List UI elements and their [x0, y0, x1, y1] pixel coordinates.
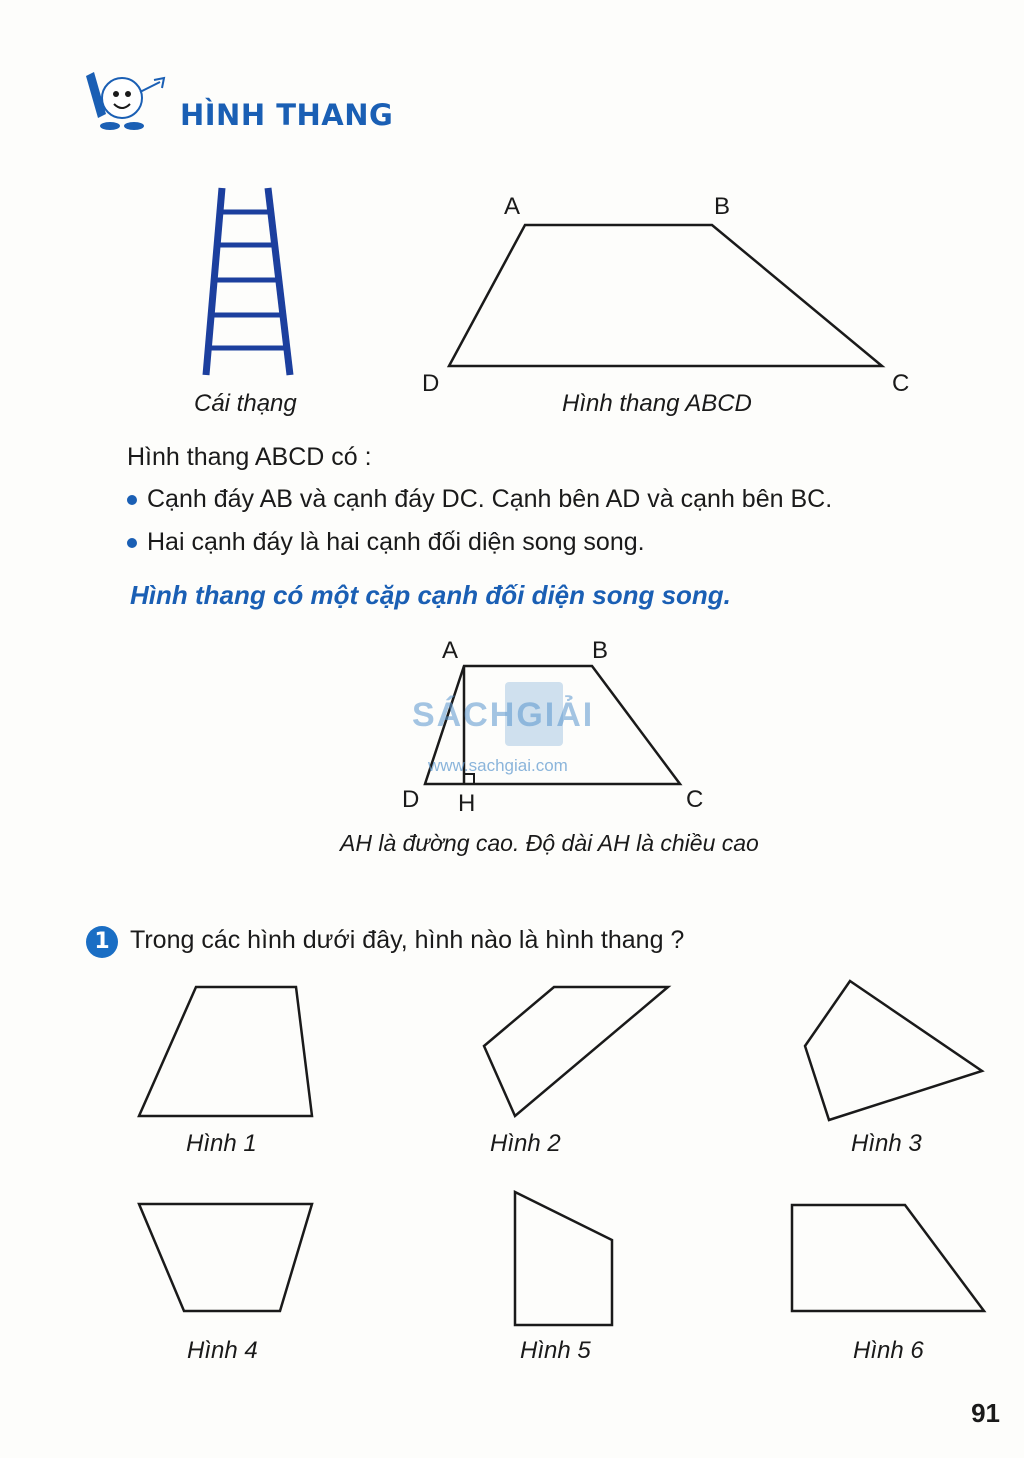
- vertex-c: C: [892, 370, 910, 397]
- shape-6-label: Hình 6: [853, 1337, 924, 1364]
- shape-1-label: Hình 1: [186, 1130, 257, 1157]
- shape-4-label: Hình 4: [187, 1337, 258, 1364]
- ladder-icon: [206, 188, 290, 375]
- page-number: 91: [971, 1398, 1000, 1428]
- height-vertex-c: C: [686, 786, 704, 813]
- height-caption: AH là đường cao. Độ dài AH là chiều cao: [340, 830, 759, 856]
- vertex-b: B: [714, 193, 731, 220]
- lesson-bullet-2: Hai cạnh đáy là hai cạnh đối diện song song.: [127, 528, 645, 557]
- trapezoid-caption: Hình thang ABCD: [562, 390, 752, 417]
- height-vertex-d: D: [402, 786, 420, 813]
- page-title: HÌNH THANG: [180, 98, 394, 132]
- rule-statement: Hình thang có một cặp cạnh đối diện song song.: [130, 580, 731, 610]
- lesson-bullet-1: Cạnh đáy AB và cạnh đáy DC. Cạnh bên AD và cạnh bên BC.: [127, 485, 832, 514]
- height-vertex-b: B: [592, 637, 609, 664]
- shape-5: [515, 1192, 612, 1325]
- bullet-icon: [127, 538, 137, 548]
- vertex-a: A: [504, 193, 521, 220]
- shape-1: [139, 987, 312, 1116]
- shape-3-label: Hình 3: [851, 1130, 922, 1157]
- shape-3: [805, 981, 982, 1120]
- vertex-d: D: [422, 370, 440, 397]
- lesson-intro: Hình thang ABCD có :: [127, 443, 372, 471]
- bullet-icon: [127, 495, 137, 505]
- exercise-question: Trong các hình dưới đây, hình nào là hình thang ?: [130, 926, 685, 954]
- height-vertex-h: H: [458, 790, 476, 817]
- shape-6: [792, 1205, 984, 1311]
- shape-2-label: Hình 2: [490, 1130, 561, 1157]
- ladder-caption: Cái thạng: [194, 390, 297, 417]
- watermark-brand: SÁCHGIẢI: [412, 696, 595, 734]
- watermark-url: www.sachgiai.com: [428, 756, 568, 775]
- shape-5-label: Hình 5: [520, 1337, 591, 1364]
- height-vertex-a: A: [442, 637, 459, 664]
- trapezoid-abcd: [449, 225, 882, 366]
- exercise-number-badge: 1: [86, 926, 118, 958]
- shape-2: [484, 987, 668, 1116]
- shape-4: [139, 1204, 312, 1311]
